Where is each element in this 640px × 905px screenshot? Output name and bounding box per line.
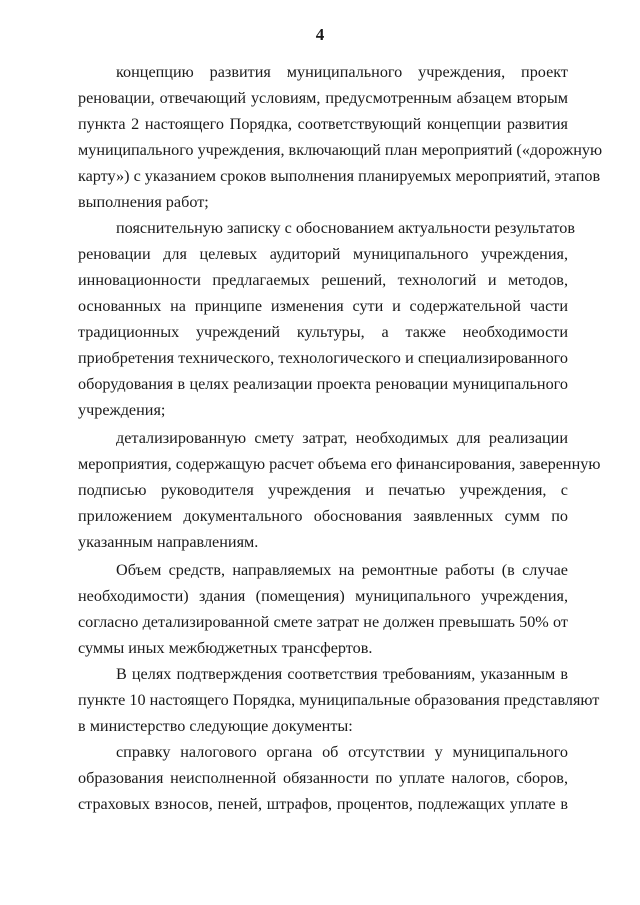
paragraph-2-line-6: приобретения технического, технологического и специализированного: [78, 349, 568, 367]
paragraph-6-line-1: справку налогового органа об отсутствии у муниципального: [116, 743, 568, 761]
paragraph-1-line-3: пункта 2 настоящего Порядка, соответствующий концепции развития: [78, 115, 568, 133]
paragraph-3-line-3: подписью руководителя учреждения и печатью учреждения, с: [78, 481, 568, 499]
paragraph-1-line-4: муниципального учреждения, включающий план мероприятий («дорожную: [78, 141, 603, 159]
paragraph-1-line-6: выполнения работ;: [78, 193, 209, 211]
paragraph-3-line-5: указанным направлениям.: [78, 533, 259, 551]
paragraph-2-line-3: инновационности предлагаемых решений, технологий и методов,: [78, 271, 568, 289]
paragraph-6-line-2: образования неисполненной обязанности по уплате налогов, сборов,: [78, 769, 568, 787]
paragraph-1-line-1: концепцию развития муниципального учреждения, проект: [116, 63, 568, 81]
paragraph-5-line-3: в министерство следующие документы:: [78, 717, 353, 735]
paragraph-4-line-3: согласно детализированной смете затрат не должен превышать 50% от: [78, 613, 568, 631]
paragraph-2-line-7: оборудования в целях реализации проекта реновации муниципального: [78, 375, 568, 393]
paragraph-3-line-1: детализированную смету затрат, необходимых для реализации: [116, 429, 568, 447]
paragraph-2-line-4: основанных на принципе изменения сути и содержательной части: [78, 297, 568, 315]
paragraph-5-line-1: В целях подтверждения соответствия требованиям, указанным в: [116, 665, 568, 683]
paragraph-5-line-2: пункте 10 настоящего Порядка, муниципальные образования представляют: [78, 691, 600, 709]
paragraph-3-line-2: мероприятия, содержащую расчет объема его финансирования, заверенную: [78, 455, 601, 473]
paragraph-2-line-2: реновации для целевых аудиторий муниципального учреждения,: [78, 245, 568, 263]
paragraph-4-line-2: необходимости) здания (помещения) муниципального учреждения,: [78, 587, 568, 605]
page-number: 4: [315, 25, 325, 44]
paragraph-4-line-4: суммы иных межбюджетных трансфертов.: [78, 639, 373, 657]
paragraph-1-line-2: реновации, отвечающий условиям, предусмотренным абзацем вторым: [78, 89, 568, 107]
paragraph-6-line-3: страховых взносов, пеней, штрафов, процентов, подлежащих уплате в: [78, 795, 568, 813]
paragraph-4-line-1: Объем средств, направляемых на ремонтные работы (в случае: [116, 561, 568, 579]
paragraph-2-line-1: пояснительную записку с обоснованием актуальности результатов: [116, 219, 575, 237]
paragraph-3-line-4: приложением документального обоснования заявленных сумм по: [78, 507, 568, 525]
paragraph-2-line-5: традиционных учреждений культуры, а также необходимости: [78, 323, 568, 341]
paragraph-1-line-5: карту») с указанием сроков выполнения планируемых мероприятий, этапов: [78, 167, 601, 185]
paragraph-2-line-8: учреждения;: [78, 401, 166, 419]
